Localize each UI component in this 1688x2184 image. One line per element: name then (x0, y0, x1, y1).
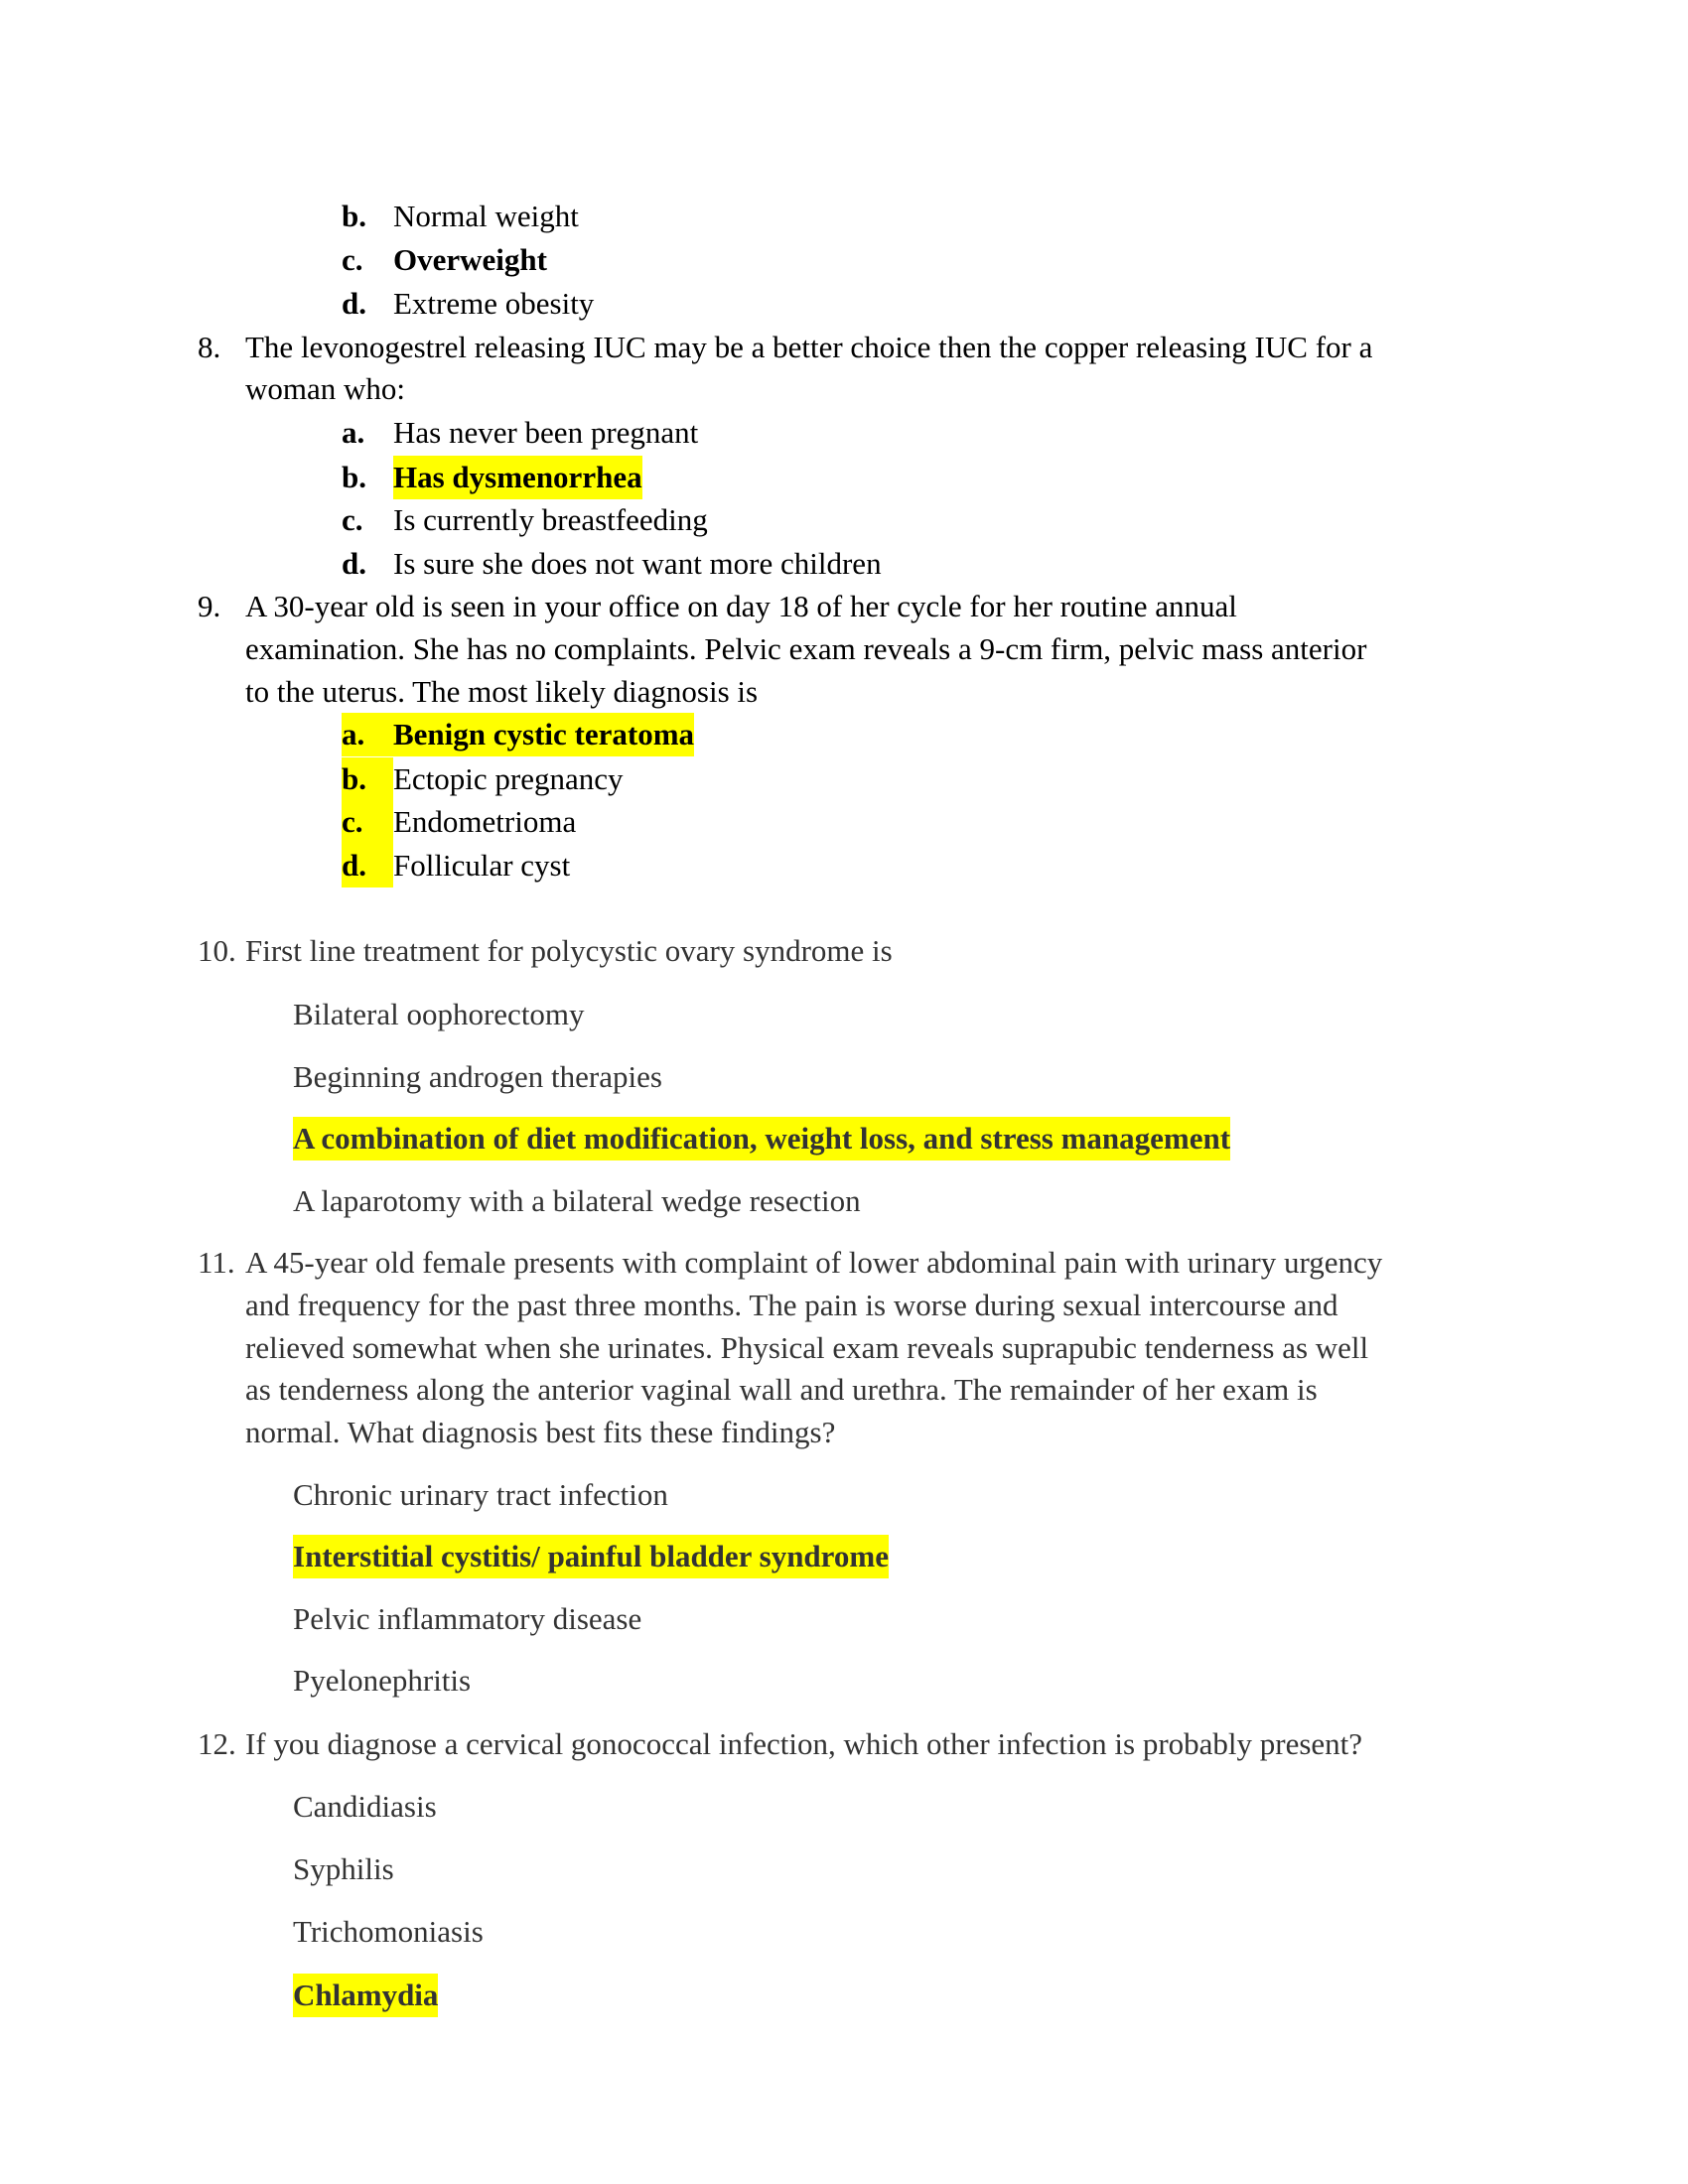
q9-text-line: to the uterus. The most likely diagnosis is (245, 674, 759, 709)
q9-option-b: Ectopic pregnancy (393, 761, 624, 796)
q10-option: Bilateral oophorectomy (293, 997, 585, 1031)
q12-option: Candidiasis (293, 1789, 437, 1824)
q7-option-d: Extreme obesity (393, 286, 595, 321)
q11-text-line: and frequency for the past three months. The pain is worse during sexual intercourse and (245, 1288, 1338, 1322)
q7-option-c-letter: c. (342, 242, 363, 277)
q12-option: Trichomoniasis (293, 1914, 484, 1949)
q9-number: 9. (198, 589, 221, 623)
q7-option-b: Normal weight (393, 199, 579, 233)
q11-text-line: normal. What diagnosis best fits these findings? (245, 1415, 836, 1449)
q11-option: Pelvic inflammatory disease (293, 1601, 642, 1636)
q8-option-b-answer: Has dysmenorrhea (393, 456, 642, 499)
q11-option: Chronic urinary tract infection (293, 1477, 668, 1512)
q11-text-line: A 45-year old female presents with complaint of lower abdominal pain with urinary urgency (245, 1245, 1383, 1280)
q8-option-d-letter: d. (342, 546, 366, 581)
q8-text-line: The levonogestrel releasing IUC may be a better choice then the copper releasing IUC for a (245, 330, 1373, 364)
q7-option-c-answer: Overweight (393, 242, 547, 277)
q9-text-line: examination. She has no complaints. Pelvic exam reveals a 9-cm firm, pelvic mass anterior (245, 631, 1367, 666)
q10-option-answer: A combination of diet modification, weight loss, and stress management (293, 1117, 1230, 1160)
q9-option-c: Endometrioma (393, 804, 577, 839)
q8-option-c: Is currently breastfeeding (393, 502, 708, 537)
q7-option-b-letter: b. (342, 199, 366, 233)
q12-number: 12. (198, 1726, 236, 1761)
q11-option-answer: Interstitial cystitis/ painful bladder syndrome (293, 1535, 889, 1578)
q11-option: Pyelonephritis (293, 1663, 472, 1698)
q9-option-a-letter: a. (342, 713, 393, 756)
q8-option-b-letter: b. (342, 460, 366, 494)
q9-text-line: A 30-year old is seen in your office on day 18 of her cycle for her routine annual (245, 589, 1237, 623)
q10-text-line: First line treatment for polycystic ovary syndrome is (245, 933, 893, 968)
q12-option-answer: Chlamydia (293, 1974, 438, 2017)
q8-option-c-letter: c. (342, 502, 363, 537)
q8-option-a-letter: a. (342, 415, 365, 450)
q9-option-c-letter: c. (342, 800, 393, 844)
q11-text-line: relieved somewhat when she urinates. Physical exam reveals suprapubic tenderness as well (245, 1330, 1369, 1365)
q10-number: 10. (198, 933, 236, 968)
q8-option-d: Is sure she does not want more children (393, 546, 882, 581)
q10-option: A laparotomy with a bilateral wedge resection (293, 1183, 861, 1218)
q10-option: Beginning androgen therapies (293, 1059, 662, 1094)
q9-option-a-answer: Benign cystic teratoma (393, 713, 694, 756)
q12-text-line: If you diagnose a cervical gonococcal infection, which other infection is probably present? (245, 1726, 1363, 1761)
q8-option-a: Has never been pregnant (393, 415, 699, 450)
q9-option-d: Follicular cyst (393, 848, 571, 883)
q9-option-d-letter: d. (342, 844, 393, 887)
q7-option-d-letter: d. (342, 286, 366, 321)
q11-text-line: as tenderness along the anterior vaginal wall and urethra. The remainder of her exam is (245, 1372, 1318, 1407)
q12-option: Syphilis (293, 1851, 394, 1886)
q11-number: 11. (198, 1245, 235, 1280)
q8-number: 8. (198, 330, 221, 364)
q8-text-line: woman who: (245, 371, 406, 406)
q9-option-b-letter: b. (342, 757, 393, 801)
